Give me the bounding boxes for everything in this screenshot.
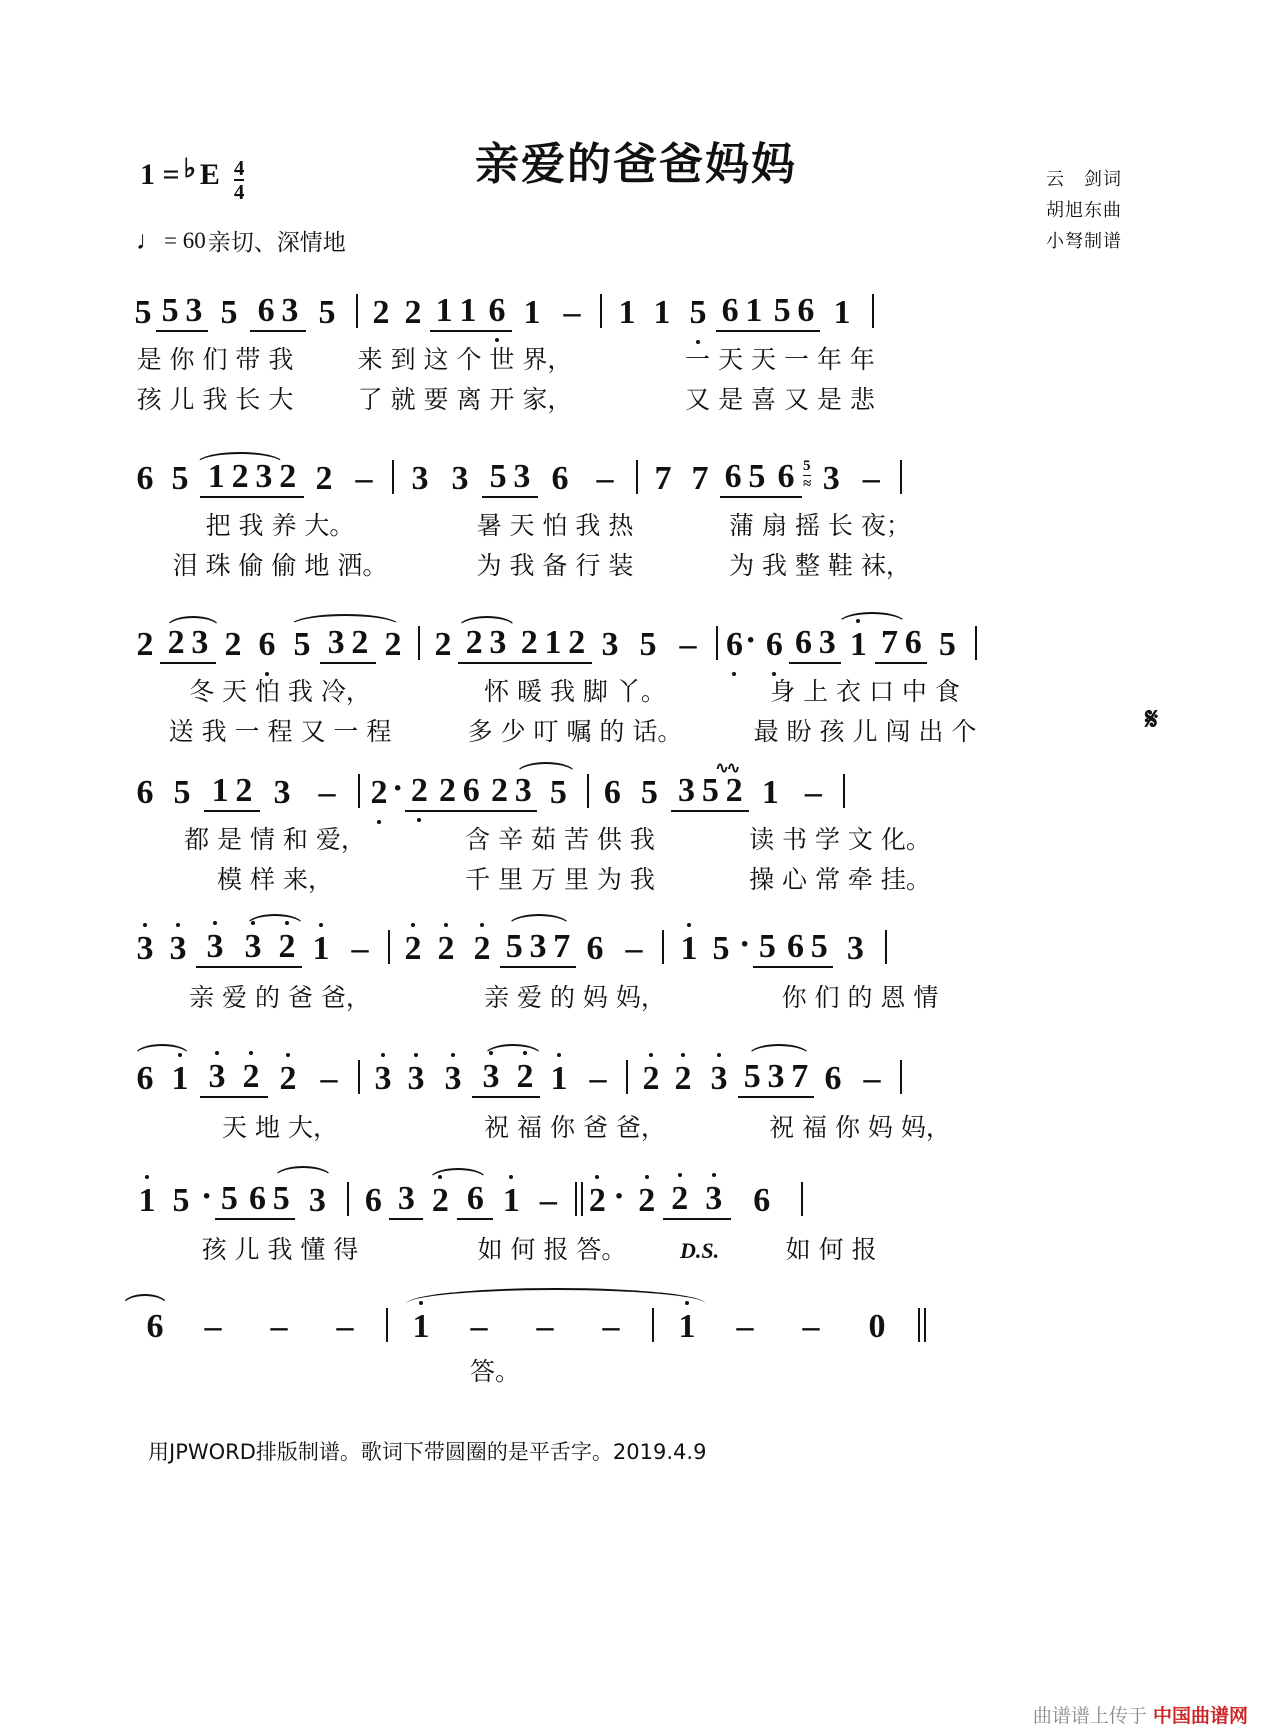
notes-row [130, 452, 1142, 498]
note: 1 [761, 774, 779, 811]
watermark-site: 中国曲谱网 [1152, 1705, 1248, 1727]
time-signature [234, 157, 245, 203]
music-system-6 [130, 1052, 1142, 1146]
note: 5 [293, 626, 311, 663]
note: 3 [451, 460, 469, 497]
lyric-segment: 如 何 报 [785, 1235, 877, 1264]
note: 1 [618, 294, 636, 331]
measure [368, 770, 579, 812]
barline [872, 294, 874, 328]
note-group: 1 1 [430, 292, 482, 332]
note: 3 [234, 928, 272, 968]
barline [347, 1182, 349, 1216]
note: 2 [663, 1180, 697, 1220]
note: 3 [434, 1060, 472, 1098]
barline [900, 1060, 902, 1094]
lyric-segment: 如 何 报 答。 [477, 1235, 627, 1264]
note: 6 [586, 930, 604, 967]
note-group: 6 3 [250, 292, 306, 332]
note: 3 [472, 1058, 510, 1098]
note: 3 [196, 928, 234, 968]
note-group: 6 1 [716, 292, 768, 332]
note: 1 [302, 930, 340, 968]
note: 5 [639, 626, 657, 663]
measure [726, 622, 967, 664]
note: 3 [822, 460, 840, 497]
wavy-line-icon: ∿∿ [715, 760, 739, 777]
note-group: 2 3 [160, 624, 216, 664]
note-group: 7 6 [875, 624, 927, 664]
notes-row [130, 922, 1142, 968]
lyric-segment: 了 就 要 离 开 家， [357, 385, 573, 414]
measure [597, 760, 835, 812]
barline [626, 1060, 628, 1094]
note: – [470, 1308, 488, 1345]
note: – [351, 930, 369, 967]
credits-block [1046, 165, 1122, 258]
note: – [602, 1308, 620, 1345]
note: 6 [482, 292, 512, 332]
quarter-note-icon: ♩ [136, 225, 162, 255]
lyric-row-verse-1 [130, 1228, 1142, 1268]
barline [636, 460, 638, 494]
lyric-row-verse-2 [130, 710, 1142, 750]
segno-icon: 𝄋 [1145, 702, 1158, 737]
barline [801, 1182, 803, 1216]
tempo-expression: 亲切、深情地 [207, 230, 346, 255]
measure [130, 292, 348, 332]
note: 3 [200, 1058, 234, 1098]
measure [610, 292, 864, 332]
note: 2 [585, 1182, 609, 1220]
note: – [355, 460, 373, 497]
note: – [539, 1182, 557, 1219]
note: 1 [523, 294, 541, 331]
note: 2 [423, 1182, 457, 1220]
note-group: 2 3 [485, 772, 537, 812]
note: – [536, 1308, 554, 1345]
music-system-5 [130, 922, 1142, 1016]
barline [662, 930, 664, 964]
key-signature [140, 154, 245, 205]
notes-row [130, 1174, 1142, 1220]
measure [672, 926, 877, 968]
time-numerator: 4 [233, 156, 245, 180]
measure [428, 624, 708, 664]
measure [130, 458, 384, 498]
tempo-marking [136, 224, 346, 257]
note: 6 [824, 1060, 842, 1097]
note: 1 [653, 294, 671, 331]
note: 7 [691, 460, 709, 497]
note: 5 [712, 930, 730, 967]
slur-icon [508, 914, 570, 926]
note: 5 [640, 774, 658, 811]
note: 3 [368, 1060, 398, 1098]
measure [130, 1178, 339, 1220]
barline [600, 294, 602, 328]
note: 2 [510, 1058, 540, 1098]
lyric-segment: 操 心 常 牵 挂。 [749, 865, 931, 894]
footer-note: 用JPWORD排版制谱。歌词下带圆圈的是平舌字。2019.4.9 [148, 1440, 707, 1464]
note: 5 [173, 774, 191, 811]
note-group: 6 5 [781, 928, 833, 968]
note: – [270, 1308, 288, 1345]
note: – [863, 1060, 881, 1097]
lyric-segment: 亲 爱 的 妈 妈， [484, 983, 666, 1012]
lyric-segment: 读 书 学 文 化。 [749, 825, 931, 854]
lyric-segment: 答。 [470, 1357, 521, 1386]
measure [368, 1058, 618, 1098]
note: – [862, 460, 880, 497]
note: 1 [130, 1182, 164, 1220]
barline [843, 774, 845, 808]
lyric-segment: 都 是 情 和 爱， [184, 825, 366, 854]
note: 6 [726, 626, 743, 663]
lyric-segment: 为 我 整 鞋 袜， [729, 551, 911, 580]
measure [130, 928, 380, 968]
note: 6 [250, 626, 284, 664]
note: 7 [654, 460, 672, 497]
flat-accidental-icon: ♭ [183, 154, 196, 183]
note: 5 [938, 626, 956, 663]
lyric-segment: 为 我 备 行 装 [476, 551, 634, 580]
measure [396, 1308, 644, 1346]
note: 2 [464, 930, 500, 968]
note: 3 [273, 774, 291, 811]
measure [646, 458, 892, 498]
lyric-segment: 一 天 天 一 年 年 [685, 345, 875, 374]
note: 1 [493, 1182, 529, 1220]
note: 5 [318, 294, 336, 331]
note: 2 [272, 928, 302, 968]
music-system-7 [130, 1174, 1142, 1268]
note: – [589, 1060, 607, 1097]
key-letter: E [199, 158, 220, 191]
lyric-row-verse-1 [130, 1106, 1142, 1146]
note: 2 [315, 460, 333, 497]
note: – [204, 1308, 222, 1345]
slur-icon [484, 1044, 542, 1056]
note: 2 [434, 626, 452, 663]
note: – [596, 460, 614, 497]
note-group: 5 6 [768, 292, 820, 332]
lyric-row-verse-1 [130, 338, 1142, 378]
note: 6 [551, 460, 569, 497]
music-system-1 [130, 286, 1142, 418]
lyric-segment: 是 你 们 带 我 [136, 345, 294, 374]
lyric-segment: 蒲 扇 摇 长 夜； [729, 511, 911, 540]
note: 2 [404, 294, 422, 331]
augmentation-dot: · [739, 926, 751, 963]
note: 5 [215, 1180, 243, 1220]
notes-row [130, 1052, 1142, 1098]
credit-engraver: 小弩制谱 [1046, 230, 1122, 252]
lyric-segment: 来 到 这 个 世 界， [357, 345, 573, 374]
lyric-segment: 祝 福 你 爸 爸， [484, 1113, 666, 1142]
lyric-row-verse-2 [130, 858, 1142, 898]
note: 1 [396, 1308, 446, 1346]
lyric-segment: 模 样 来， [217, 865, 333, 894]
lyric-segment: 暑 天 怕 我 热 [476, 511, 634, 540]
note: 2 [136, 626, 154, 663]
augmentation-dot: · [745, 622, 757, 659]
slur-icon [838, 612, 906, 624]
note: 3 [601, 626, 619, 663]
note-group: 1 2 3 2 [200, 458, 304, 498]
measure [130, 624, 410, 664]
slur-icon [748, 1044, 810, 1056]
watermark: 曲谱谱上传于 中国曲谱网 [1032, 1705, 1248, 1727]
note: 1 [540, 1060, 578, 1098]
measure [366, 292, 592, 332]
note: 5 [171, 460, 189, 497]
note: 6 [770, 458, 802, 498]
barline [716, 626, 718, 660]
lyric-segment: 最 盼 孩 儿 闯 出 个 [753, 717, 977, 746]
barline [885, 930, 887, 964]
key-prefix: 1 = [140, 158, 180, 191]
barline [358, 1060, 360, 1094]
page-title: 亲爱的爸爸妈妈 [475, 139, 797, 190]
note: 3 [700, 1060, 738, 1098]
music-system-8 [130, 1288, 1142, 1390]
note: – [563, 294, 581, 331]
notes-row [130, 1288, 1142, 1346]
lyric-row-verse-1 [130, 818, 1142, 858]
augmentation-dot: · [201, 1178, 213, 1215]
lyric-segment: 身 上 衣 口 中 食 [770, 677, 960, 706]
measure [636, 1058, 892, 1098]
note: 1 [672, 930, 706, 968]
barline [652, 1308, 654, 1342]
note-group: 6 3 [789, 624, 841, 664]
note: 2 [631, 1182, 663, 1220]
lyric-segment: 亲 爱 的 爸 爸， [189, 983, 371, 1012]
note-group: 3 5 2 [671, 772, 749, 812]
barline [358, 774, 360, 808]
lyric-segment: 把 我 养 大。 [205, 511, 355, 540]
time-denominator: 4 [233, 180, 245, 205]
barline [386, 1308, 388, 1342]
augmentation-dot: · [392, 770, 404, 807]
lyric-row-verse-1 [130, 670, 1142, 710]
note-group: 6 5 [720, 458, 770, 498]
note: 2 [405, 772, 433, 812]
note: 2 [268, 1060, 308, 1098]
measure [130, 1058, 350, 1098]
barline [975, 626, 977, 660]
lyric-segment: 孩 儿 我 懂 得 [201, 1235, 359, 1264]
note: – [336, 1308, 354, 1345]
augmentation-dot: · [613, 1178, 625, 1215]
note: – [804, 774, 822, 811]
note: 6 [753, 1182, 771, 1219]
note: 2 [428, 930, 464, 968]
tie-icon [406, 1288, 706, 1304]
lyric-row-verse-2 [130, 544, 1142, 584]
notes-row [130, 760, 1142, 812]
note-group: 5 3 [156, 292, 208, 332]
note: 0 [868, 1308, 886, 1345]
lyric-segment: 孩 儿 我 长 大 [136, 385, 294, 414]
note: 6 [136, 774, 154, 811]
note-group: 6 5 [243, 1180, 295, 1220]
music-system-2 [130, 452, 1142, 584]
note: 3 [846, 930, 864, 967]
note-group: 5 3 7 [738, 1058, 814, 1098]
note: 3 [160, 930, 196, 968]
note: 3 [697, 1180, 731, 1220]
final-barline [918, 1308, 920, 1342]
note: 5 [134, 294, 152, 331]
lyric-row-verse-1 [130, 1350, 1142, 1390]
note: 6 [457, 1180, 493, 1220]
note: 2 [666, 1060, 700, 1098]
note-group: 5 3 [482, 458, 538, 498]
slur-icon [274, 1166, 332, 1178]
barline [900, 460, 902, 494]
note: 5 [753, 928, 781, 968]
note: 5 [680, 294, 716, 332]
note-group: 5 3 7 [500, 928, 576, 968]
barline [392, 460, 394, 494]
lyric-row-verse-2 [130, 378, 1142, 418]
lyric-segment: 冬 天 怕 我 冷， [189, 677, 371, 706]
note-group: 2 1 2 [514, 624, 592, 664]
measure [130, 772, 350, 812]
note: 1 [160, 1060, 200, 1098]
note: 2 [372, 294, 390, 331]
ds-marking: D.S. [680, 1238, 720, 1263]
note: – [802, 1308, 820, 1345]
lyric-row-verse-1 [130, 976, 1142, 1016]
tempo-value: = 60 [164, 227, 206, 253]
note: 3 [411, 460, 429, 497]
lyric-segment: 多 少 叮 嘱 的 话。 [467, 717, 683, 746]
note: 2 [636, 1060, 666, 1098]
note: 3 [389, 1180, 423, 1220]
note: 5 [220, 294, 238, 331]
note: 3 [130, 930, 160, 968]
credit-composer: 胡旭东曲 [1046, 199, 1122, 221]
measure [398, 928, 654, 968]
lyric-segment: 祝 福 你 妈 妈， [769, 1113, 951, 1142]
note: – [736, 1308, 754, 1345]
lyric-segment: 泪 珠 偷 偷 地 洒。 [172, 551, 388, 580]
slur-icon [122, 1294, 168, 1306]
lyric-segment: 千 里 万 里 为 我 [465, 865, 655, 894]
slur-icon [246, 914, 304, 926]
lyric-segment: 你 们 的 恩 情 [781, 983, 939, 1012]
lyric-segment: 又 是 喜 又 是 悲 [685, 385, 875, 414]
note: 5 [172, 1182, 190, 1219]
note: 2 [224, 626, 242, 663]
note: 2 [234, 1058, 268, 1098]
music-system-4 [130, 760, 1142, 898]
credit-lyricist: 云 剑词 [1046, 169, 1122, 190]
grace-note: 5 ≈ [803, 458, 812, 492]
note: 1 [662, 1308, 712, 1346]
note-group: 2 6 [433, 772, 485, 812]
measure [402, 458, 628, 498]
note: 6 [759, 626, 789, 664]
note-group: 2 3 [458, 624, 514, 664]
note: 6 [603, 774, 621, 811]
note: 3 [308, 1182, 326, 1219]
measure [662, 1308, 910, 1346]
lyric-row-verse-1 [130, 504, 1142, 544]
barline [388, 930, 390, 964]
note: 6 [146, 1308, 164, 1345]
note: 1 [833, 294, 851, 331]
note: – [318, 774, 336, 811]
note: 2 [368, 774, 390, 812]
lyric-segment: 送 我 一 程 又 一 程 [168, 717, 392, 746]
barline [356, 294, 358, 328]
note: 1 [841, 626, 875, 664]
notes-row [130, 286, 1142, 332]
note-group: 3 2 [320, 624, 376, 664]
note: – [679, 626, 697, 663]
note: 2 [398, 930, 428, 968]
lyric-segment: 含 辛 茹 苦 供 我 [465, 825, 655, 854]
note: 3 [398, 1060, 434, 1098]
barline [418, 626, 420, 660]
note: – [625, 930, 643, 967]
measure [357, 1180, 567, 1220]
note: 2 [384, 626, 402, 663]
lyric-segment: 天 地 大， [222, 1113, 338, 1142]
note: – [320, 1060, 338, 1097]
note: 6 [136, 1060, 154, 1097]
note: 5 [549, 774, 567, 811]
note-group: 1 2 [204, 772, 260, 812]
measure [585, 1178, 792, 1220]
note: 6 [364, 1182, 382, 1219]
note: 6 [136, 460, 154, 497]
repeat-barline [575, 1182, 577, 1216]
barline [587, 774, 589, 808]
music-system-3 [130, 618, 1158, 750]
measure [130, 1308, 378, 1346]
lyric-segment: 怀 暖 我 脚 丫。 [484, 677, 666, 706]
